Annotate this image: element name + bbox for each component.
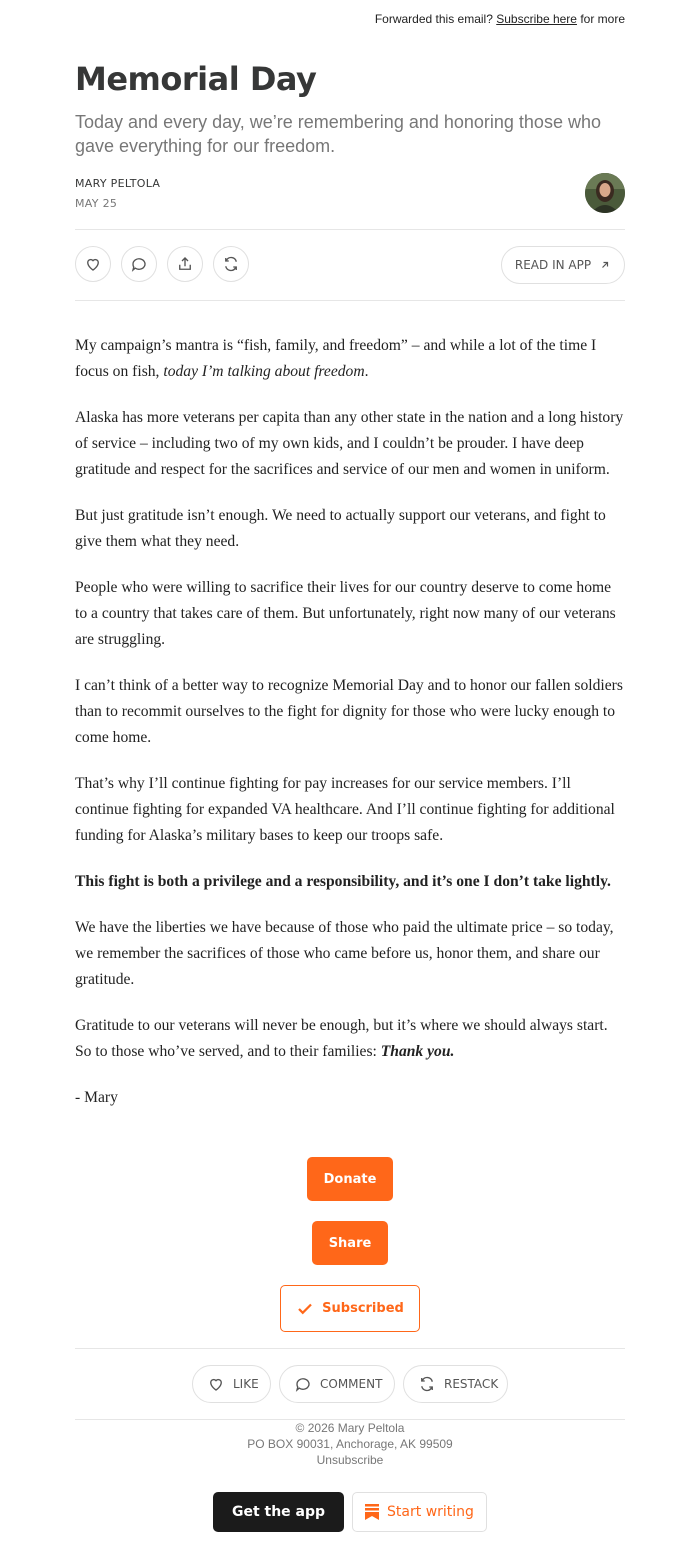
paragraph-8: We have the liberties we have because of those who paid the ultimate price – so today, we remember the sacrifices of those who came before us, honor them, and share our gratitude. [75,919,614,988]
donate-button[interactable]: Donate [307,1157,393,1201]
restack-label: RESTACK [444,1377,499,1391]
subscribe-link[interactable]: Subscribe here [496,12,577,26]
thank-you-emphasis: Thank you. [380,1043,455,1060]
unsubscribe-link[interactable]: Unsubscribe [316,1453,384,1467]
get-the-app-button[interactable]: Get the app [213,1492,344,1532]
share-cta-button[interactable]: Share [312,1221,388,1265]
checkmark-icon [296,1300,314,1318]
paragraph-7-bold: This fight is both a privilege and a responsibility, and it’s one I don’t take lightly. [75,873,611,890]
like-pill-button[interactable] [192,1365,271,1403]
divider-actions [75,300,625,301]
forwarded-prefix: Forwarded this email? [374,12,493,26]
post-author[interactable]: MARY PELTOLA [75,177,161,190]
restack-icon [418,1375,436,1393]
read-in-app-button[interactable] [501,246,625,284]
post-title: Memorial Day [75,60,317,98]
bookmark-logo-icon [365,1504,379,1520]
author-avatar[interactable] [585,173,625,213]
paragraph-2: Alaska has more veterans per capita than any other state in the nation and a long history of service – including two of my own kids, and I couldn’t be prouder. I have deep gratitude and respect for the sacrifices and service of our men and women in uniform. [75,409,624,478]
restack-icon [222,255,240,273]
paragraph-3: But just gratitude isn’t enough. We need to actually support our veterans, and fight to give them what they need. [75,507,606,550]
restack-pill-button[interactable] [403,1365,508,1403]
comment-icon [294,1375,312,1393]
divider-cta [75,1348,625,1349]
heart-icon [84,255,102,273]
share-button[interactable] [167,246,203,282]
paragraph-9: Gratitude to our veterans will never be enough, but it’s where we should always start. So to those who’ve served, and to their families: Thank you. [75,1017,608,1060]
post-date: MAY 25 [75,197,118,210]
restack-button[interactable] [213,246,249,282]
paragraph-1: My campaign’s mantra is “fish, family, and freedom” – and while a lot of the time I focus on fish, today I’m talking about freedom. [75,337,597,380]
forwarded-suffix: for more [580,12,625,26]
like-label: LIKE [233,1377,259,1391]
arrow-up-right-icon [599,259,611,271]
heart-icon [207,1375,225,1393]
comment-pill-button[interactable] [279,1365,395,1403]
subscribed-button[interactable] [280,1285,420,1332]
footer-unsubscribe-row [0,1453,700,1467]
footer-copyright: © 2026 Mary Peltola [295,1421,405,1435]
paragraph-4: People who were willing to sacrifice their lives for our country deserve to come home to a country that takes care of them. But unfortunately, right now many of our veterans are struggling. [75,579,616,648]
footer-address: PO BOX 90031, Anchorage, AK 99509 [247,1437,453,1451]
comment-icon [130,255,148,273]
share-icon [176,255,194,273]
paragraph-5: I can’t think of a better way to recognize Memorial Day and to honor our fallen soldiers than to recommit ourselves to the fight for dignity for those who were lucky enough to come home. [75,677,623,746]
emphasis-freedom: today I’m talking about freedom [163,363,365,380]
signoff: - Mary [75,1089,118,1106]
forwarded-notice [375,12,625,26]
paragraph-6: That’s why I’ll continue fighting for pay increases for our service members. I’ll continue fighting for expanded VA healthcare. And I’ll continue fighting for additional funding for Alaska’s military bases to keep our troops safe. [75,775,615,844]
post-body [75,333,625,1131]
start-writing-button[interactable] [352,1492,487,1532]
divider-top [75,229,625,230]
comment-button[interactable] [121,246,157,282]
divider-footer [75,1419,625,1420]
read-in-app-label: READ IN APP [514,258,592,272]
start-writing-label: Start writing [387,1504,474,1520]
comment-label: COMMENT [320,1377,383,1391]
post-subtitle: Today and every day, we’re remembering and honoring those who gave everything for our freedom. [75,112,601,156]
subscribed-label: Subscribed [322,1301,404,1316]
like-button[interactable] [75,246,111,282]
